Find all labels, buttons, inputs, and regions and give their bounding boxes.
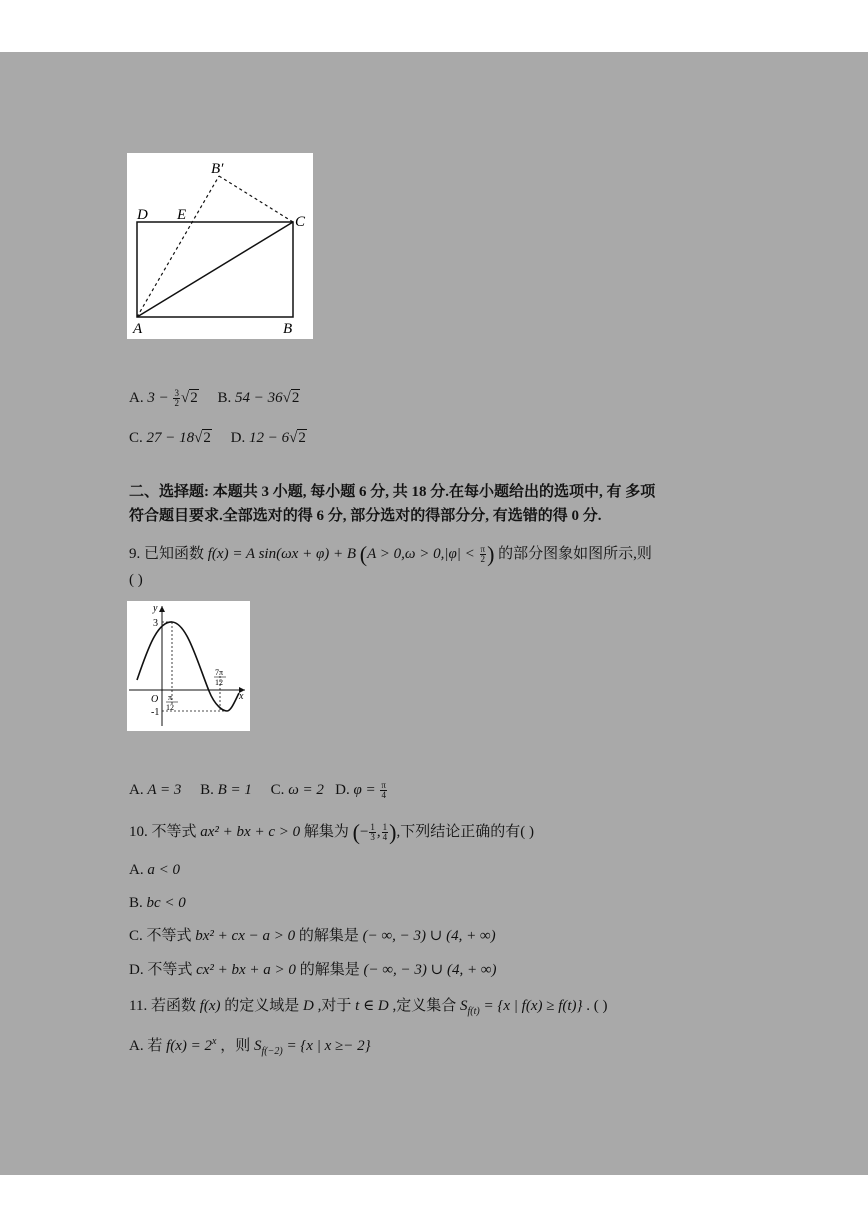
fraction-denominator: 2 [480,554,486,565]
q8-option-c-label: C. [129,430,143,446]
q8-option-c-expr: 27 − 18 [146,430,195,446]
q9-option-d-label: D. [335,782,354,798]
q11-set-symbol: S [460,998,468,1014]
origin-label: O [151,694,159,705]
option-set: (− ∞, − 3) ∪ (4, + ∞) [363,962,497,978]
q11-fx: f(x) [199,998,221,1014]
q11-mid2: ,对于 [313,998,356,1014]
option-label: B. [129,895,147,911]
label-b: B [283,321,293,337]
label-e: E [177,207,187,223]
q9-option-d-fraction [380,781,387,800]
q10-fraction-1 [369,823,376,842]
section2-heading-line1: 二、选择题: 本题共 3 小题, 每小题 6 分, 共 18 分.在每小题给出的选项中, 有 多项 [129,484,656,500]
q11-stem [129,996,608,1022]
tick-label-7pi-denominator: 12 [215,678,223,687]
option-label: A. 若 [129,1038,167,1054]
q11-answer-paren: . ( ) [582,998,608,1014]
q10-fraction-2 [382,823,389,842]
q10-stem: 10. 不等式 ax² + bx + c > 0 解集为 (− $\frac{1}{3}$ , $\frac{1}{4}$ ),下列结论正确的有( ) [129,819,534,845]
q11-option-a [129,1032,371,1062]
option-expr: bx² + cx − a > 0 [195,928,296,944]
label-a: A [133,321,143,337]
q9-option-a-label: A. [129,782,148,798]
option-set-subscript: f(−2) [261,1046,283,1057]
q8-option-b-radicand: 2 [291,390,300,406]
tick-label-3: 3 [153,618,158,629]
option-set-symbol: S [254,1038,262,1054]
fraction-denominator: 3 [370,832,375,843]
option-mid: ，则 [216,1038,254,1054]
q9-answer-paren: ( ) [129,572,143,588]
option-exponent: x [212,1036,217,1047]
sine-graph [127,601,250,731]
label-d: D [137,207,148,223]
fraction-numerator: 1 [370,822,375,833]
paren-close: ) [487,541,495,567]
q9-prefix: 9. 已知函数 [129,546,208,562]
tick-label-neg1: -1 [151,707,160,718]
option-label: A. [129,862,148,878]
q9-condition: A > 0,ω > 0,|φ| < [367,546,479,562]
q9-option-d-expr: φ = [353,782,380,798]
q10-suffix: ,下列结论正确的有( ) [396,824,534,840]
q10-mid: 解集为 [300,824,353,840]
q11-domain: D [303,998,314,1014]
q8-option-d-label: D. [230,430,246,446]
section2-heading-line2: 符合题目要求.全部选对的得 6 分, 部分选对的得部分分, 有选错的得 0 分. [129,508,602,524]
q11-mid3: ,定义集合 [388,998,461,1014]
option-function: f(x) = 2 [166,1038,213,1054]
q8-option-a-radicand: 2 [190,390,198,406]
option-set: (− ∞, − 3) ∪ (4, + ∞) [362,928,496,944]
tick-label-pi-12-numerator: π [168,693,173,702]
option-set-definition: = {x | x ≥− 2} [282,1038,371,1054]
fraction-numerator: π [480,544,486,555]
tick-label-7pi-numerator: 7π [215,668,224,677]
q10-option-a [129,860,180,880]
option-expr: cx² + bx + a > 0 [196,962,296,978]
q10-option-c [129,926,496,946]
q9-option-b-expr: B = 1 [217,782,252,798]
option-label: D. 不等式 [129,962,197,978]
q9-options [129,780,388,800]
q9-option-c-expr: ω = 2 [288,782,324,798]
q9-stem [129,541,652,567]
q8-options-row2: C. 27 − 18√2 D. 12 − 6√2 [129,430,306,446]
q8-option-a-fraction [173,389,180,408]
q11-prefix: 11. 若函数 [129,998,200,1014]
q8-option-b-expr: 54 − 36 [234,390,283,406]
q8-option-c-radicand: 2 [203,430,211,446]
sine-graph-figure [127,601,250,731]
q9-option-c-label: C. [270,782,289,798]
q8-option-a-label: A. [129,390,144,406]
q8-options-row1: A. 3 − $\frac{3}{2}$ √2 B. 54 − 36√2 [129,388,300,409]
paren-open: ( [359,541,368,567]
q11-set-subscript: f(t) [467,1006,480,1017]
q10-option-d [129,960,497,980]
fraction-numerator: 1 [382,822,388,833]
fraction-denominator: 4 [381,790,386,801]
q10-option-b [129,893,186,913]
q9-option-b-label: B. [200,782,218,798]
fraction-numerator: 3 [174,388,179,399]
q9-fraction [480,545,487,564]
q9-function: f(x) = A sin(ωx + φ) + B [207,546,357,562]
paren-open: ( [352,819,360,845]
q11-mid1: 的定义域是 [220,998,304,1014]
q10-prefix: 10. 不等式 [129,824,201,840]
q8-option-d-radicand: 2 [298,430,306,446]
q8-option-d-expr: 12 − 6 [248,430,290,446]
rectangle-diagram [127,153,313,339]
q8-option-b-label: B. [217,390,232,406]
option-mid: 的解集是 [295,928,363,944]
option-expr: bc < 0 [146,895,186,911]
q8-option-a-expr: 3 − [147,390,173,406]
option-expr: a < 0 [147,862,180,878]
q9-suffix: 的部分图象如图所示,则 [494,546,652,562]
fraction-denominator: 4 [382,832,388,843]
axis-label-x: x [239,691,244,702]
q9-option-a-expr: A = 3 [147,782,182,798]
q11-set-definition: = {x | f(x) ≥ f(t)} [479,998,583,1014]
axis-label-y: y [153,603,158,614]
tick-label-pi-12-denominator: 12 [166,703,174,712]
fraction-denominator: 2 [174,398,179,409]
label-c: C [295,214,306,230]
q10-inequality: ax² + bx + c > 0 [200,824,301,840]
option-mid: 的解集是 [295,962,364,978]
option-label: C. 不等式 [129,928,196,944]
label-b-prime: B′ [211,161,224,177]
q11-t-in-d: t ∈ D [355,998,389,1014]
geometry-figure-rectangle [127,153,313,339]
paren-close: ) [389,819,397,845]
fraction-numerator: π [381,780,386,791]
